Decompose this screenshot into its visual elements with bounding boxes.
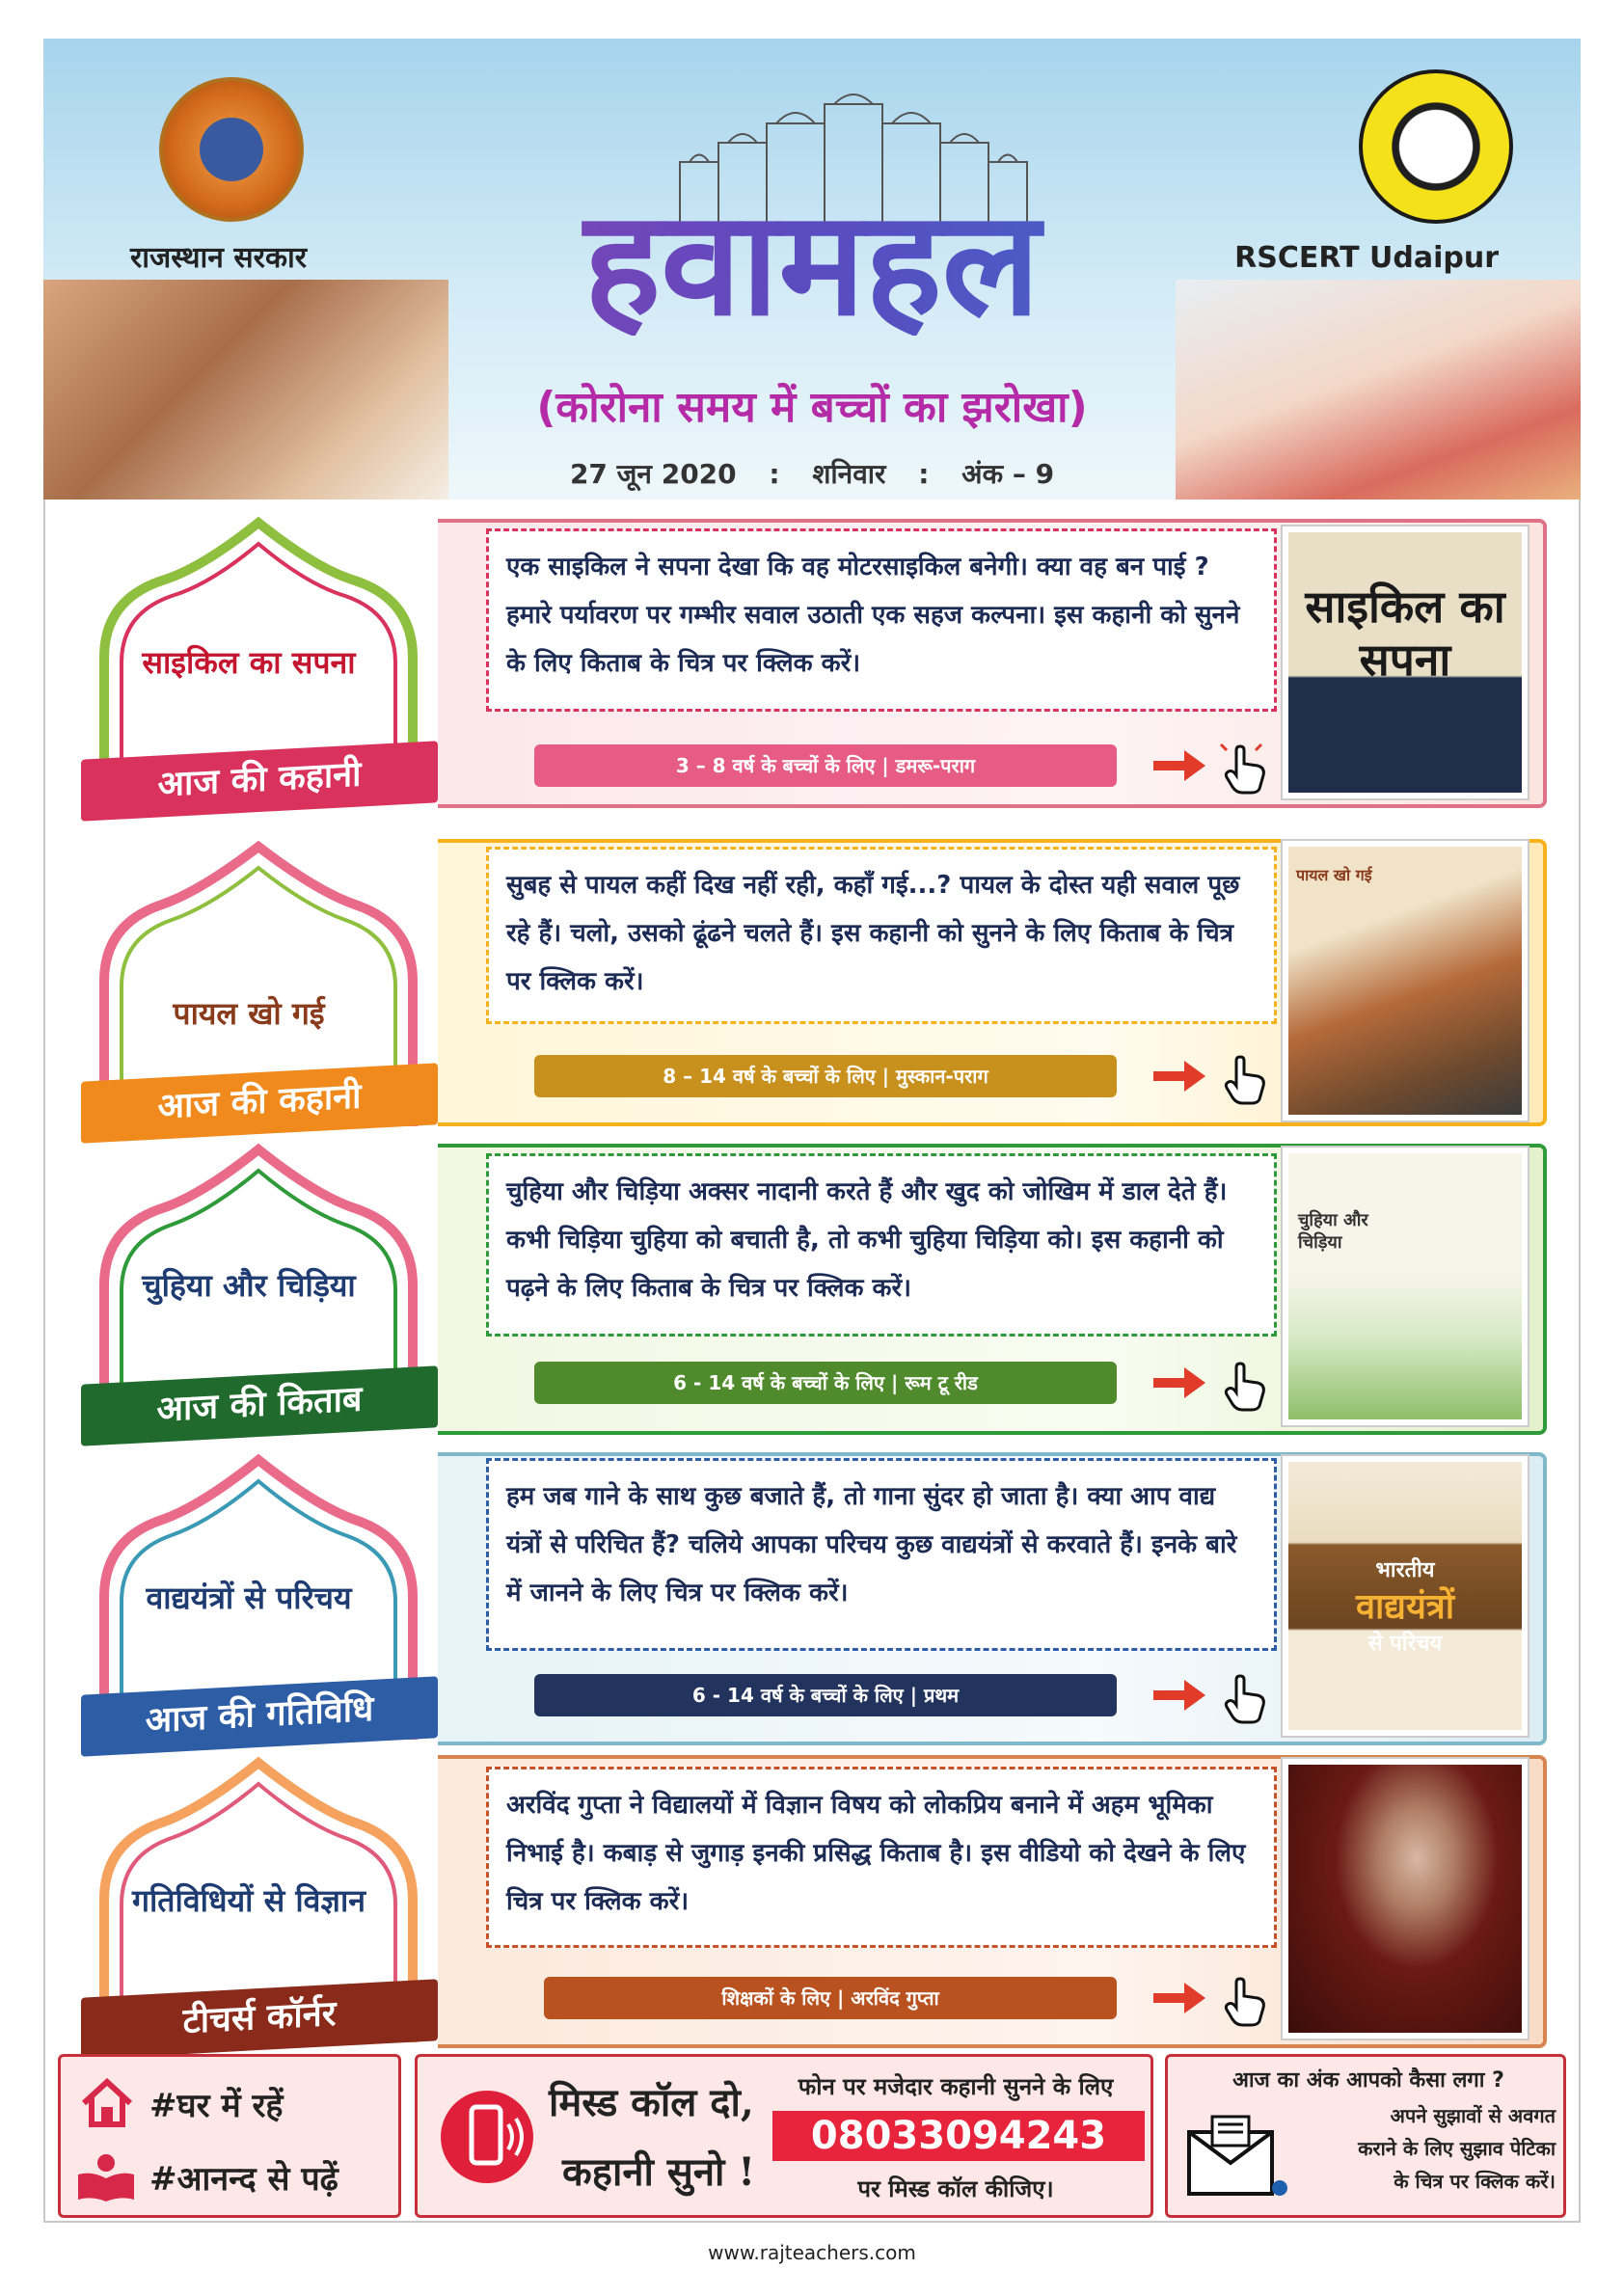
book-cover-chuhiya[interactable] <box>1283 1148 1528 1425</box>
story-row-5 <box>66 1745 1558 2052</box>
cover-title: पायल खो गई <box>1296 866 1372 884</box>
book-cover-cycle[interactable] <box>1283 527 1528 798</box>
pointer-hand-icon <box>1219 1672 1273 1726</box>
magazine-title: हवामहल <box>43 191 1581 336</box>
phone-after-text: पर मिस्ड कॉल कीजिए। <box>857 2175 1054 2202</box>
issue-dateline <box>43 455 1581 492</box>
feedback-line2: कराने के लिए सुझाव पेटिका <box>1358 2137 1556 2160</box>
audience-pill: शिक्षकों के लिए | अरविंद गुप्ता <box>544 1977 1117 2019</box>
read-joy-text: #आनन्द से पढ़ें <box>149 2160 338 2199</box>
missed-call-box <box>415 2054 1153 2218</box>
video-thumbnail-arvind-gupta[interactable] <box>1283 1759 1528 2039</box>
cover-title-bottom: से परिचय <box>1367 1632 1443 1656</box>
story-row-3 <box>66 1136 1558 1435</box>
row-description: अरविंद गुप्ता ने विद्यालयों में विज्ञान विषय को लोकप्रिय बनाने में अहम भूमिका निभाई है। कबाड़ से जुगाड़ इनकी प्रसिद्ध किताब है। इस वीडियो को देखने के लिए चित्र पर क्लिक करें। <box>486 1767 1277 1948</box>
pointer-hand-icon <box>1219 1360 1273 1414</box>
book-cover-payal[interactable] <box>1283 841 1528 1121</box>
dateline-separator: : <box>769 458 780 490</box>
stay-home-text: #घर में रहें <box>149 2087 284 2125</box>
missed-call-line1: मिस्ड कॉल दो, <box>549 2080 754 2125</box>
missed-call-line2: कहानी सुनो ! <box>562 2149 755 2195</box>
row-description: हम जब गाने के साथ कुछ बजाते हैं, तो गाना सुंदर हो जाता है। क्या आप वाद्य यंत्रों से परिचित हैं? चलिये आपका परिचय कुछ वाद्ययंत्रों से करवाते हैं। इनके बारे में जानने के लिए चित्र पर क्लिक करें। <box>486 1458 1277 1651</box>
story-row-1 <box>66 513 1558 812</box>
cover-title-top: भारतीय <box>1375 1558 1435 1582</box>
story-row-4 <box>66 1443 1558 1749</box>
magazine-subtitle: (कोरोना समय में बच्चों का झरोखा) <box>536 383 1088 432</box>
phone-number[interactable]: 08033094243 <box>772 2111 1145 2161</box>
feedback-box <box>1165 2054 1566 2218</box>
dateline-separator: : <box>918 458 930 490</box>
row-title: वाद्ययंत्रों से परिचय <box>146 1580 352 1616</box>
audience-pill: 6 - 14 वर्ष के बच्चों के लिए | प्रथम <box>534 1674 1117 1716</box>
book-cover-vadya[interactable] <box>1283 1456 1528 1736</box>
arrow-head-icon <box>1184 750 1205 781</box>
row-ribbon: आज की कहानी <box>81 1063 438 1143</box>
feedback-line3: के चित्र पर क्लिक करें। <box>1394 2170 1556 2193</box>
row-title: गतिविधियों से विज्ञान <box>132 1882 365 1919</box>
phone-caption: फोन पर मजेदार कहानी सुनने के लिए <box>798 2073 1114 2100</box>
audience-pill: 8 – 14 वर्ष के बच्चों के लिए | मुस्कान-पराग <box>534 1055 1117 1097</box>
row-description: एक साइकिल ने सपना देखा कि वह मोटरसाइकिल बनेगी। क्या वह बन पाई ? हमारे पर्यावरण पर गम्भीर सवाल उठाती एक सहज कल्पना। इस कहानी को सुनने के लिए किताब के चित्र पर क्लिक करें। <box>486 528 1277 712</box>
pointer-hand-icon <box>1219 1053 1273 1107</box>
row-ribbon: आज की किताब <box>81 1365 438 1445</box>
feedback-title: आज का अंक आपको कैसा लगा ? <box>1232 2068 1504 2093</box>
arrow-head-icon <box>1184 1983 1205 2013</box>
suggestion-box-icon[interactable] <box>1183 2113 1289 2200</box>
cover-title: साइकिल का सपना <box>1305 581 1505 687</box>
row-description: सुबह से पायल कहीं दिख नहीं रही, कहाँ गई...? पायल के दोस्त यही सवाल पूछ रहे हैं। चलो, उसको ढूंढने चलते हैं। इस कहानी को सुनने के लिए किताब के चित्र पर क्लिक करें। <box>486 847 1277 1024</box>
arrow-icon <box>1153 1993 1186 2003</box>
row-ribbon: टीचर्स कॉर्नर <box>81 1979 438 2059</box>
row-title: चुहिया और चिड़िया <box>142 1267 356 1304</box>
pointer-hand-icon <box>1219 743 1273 797</box>
cover-title-main: वाद्ययंत्रों <box>1355 1587 1455 1627</box>
arrow-head-icon <box>1184 1367 1205 1398</box>
audience-pill: 3 – 8 वर्ष के बच्चों के लिए | डमरू-पराग <box>534 744 1117 787</box>
arrow-icon <box>1153 1378 1186 1388</box>
issue-day: शनिवार <box>812 458 886 490</box>
arrow-head-icon <box>1184 1061 1205 1092</box>
row-title: साइकिल का सपना <box>142 644 356 681</box>
arrow-head-icon <box>1184 1680 1205 1711</box>
row-title: पायल खो गई <box>173 995 325 1032</box>
reading-book-icon <box>74 2153 138 2201</box>
phone-icon <box>439 2084 535 2190</box>
row-ribbon: आज की गतिविधि <box>81 1676 438 1756</box>
arrow-icon <box>1153 761 1186 770</box>
website-link[interactable]: www.rajteachers.com <box>708 2241 916 2264</box>
feedback-line1: अपने सुझावों से अवगत <box>1390 2104 1556 2127</box>
audience-pill: 6 - 14 वर्ष के बच्चों के लिए | रूम टू रीड <box>534 1362 1117 1404</box>
cover-title: चुहिया और चिड़िया <box>1298 1210 1368 1254</box>
masthead <box>43 39 1581 500</box>
row-ribbon: आज की कहानी <box>81 741 438 821</box>
arrow-icon <box>1153 1071 1186 1081</box>
issue-number: अंक – 9 <box>961 458 1055 490</box>
arrow-icon <box>1153 1690 1186 1700</box>
pointer-hand-icon <box>1219 1975 1273 2029</box>
stay-home-box <box>58 2054 401 2218</box>
home-icon <box>78 2076 136 2130</box>
issue-date: 27 जून 2020 <box>569 458 737 490</box>
story-row-2 <box>66 827 1558 1136</box>
row-description: चुहिया और चिड़िया अक्सर नादानी करते हैं और खुद को जोखिम में डाल देते हैं। कभी चिड़िया चुहिया को बचाती है, तो कभी चुहिया चिड़िया को। इस कहानी को पढ़ने के लिए किताब के चित्र पर क्लिक करें। <box>486 1153 1277 1337</box>
